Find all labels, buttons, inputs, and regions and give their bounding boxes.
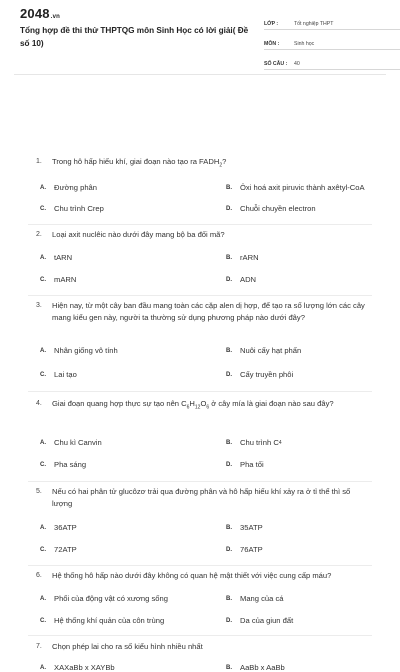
question-stem: Chọn phép lai cho ra số kiểu hình nhiều nhất	[52, 642, 203, 651]
question-stem: Trong hô hấp hiếu khí, giai đoạn nào tạo ra $FADH_2$?	[52, 157, 227, 169]
option-c[interactable]: C. Chu trình Crep	[40, 204, 104, 213]
question-divider	[28, 481, 372, 482]
option-b[interactable]: B. Nuôi cấy hạt phấn	[226, 346, 302, 355]
question-2	[36, 229, 372, 241]
option-a[interactable]: A. Phổi của động vật có xương sống	[40, 594, 168, 603]
option-b[interactable]: B. Ôxi hoá axit piruvic thành axêtyl-CoA	[226, 183, 365, 192]
option-d[interactable]: D. Da của giun đất	[226, 616, 294, 625]
exam-meta	[264, 12, 400, 72]
option-c[interactable]: C. Pha sáng	[40, 460, 87, 469]
question-number: 1.	[36, 158, 42, 165]
question-stem: Giai đoạn quang hợp thực sự tạo nên $C_6H_{12}O_6$ ở cây mía là giai đoạn nào sau đây?	[52, 399, 334, 411]
question-7	[36, 641, 372, 653]
question-5	[36, 486, 372, 510]
option-b[interactable]: B. Mang của cá	[226, 594, 284, 603]
question-divider	[28, 391, 372, 392]
header-divider	[14, 74, 386, 75]
question-number: 4.	[36, 400, 42, 407]
option-a[interactable]: A. XAXaBb x XAYBb	[40, 663, 115, 672]
question-divider	[28, 295, 372, 296]
option-d[interactable]: D. Cấy truyền phôi	[226, 370, 294, 379]
question-3	[36, 300, 372, 324]
option-d[interactable]: D. Chuỗi chuyền electron	[226, 204, 316, 213]
question-4	[36, 398, 372, 414]
meta-subject: MÔN : Sinh học	[264, 32, 400, 50]
option-a[interactable]: A. Chu kì Canvin	[40, 438, 102, 447]
question-number: 2.	[36, 231, 42, 238]
option-a[interactable]: A. Nhân giống vô tính	[40, 346, 118, 355]
option-b[interactable]: B. rARN	[226, 253, 259, 262]
meta-class: LỚP : Tốt nghiệp THPT	[264, 12, 400, 30]
question-stem: Hệ thống hô hấp nào dưới đây không có quan hệ mật thiết với việc cung cấp máu?	[52, 571, 332, 580]
question-6	[36, 570, 372, 582]
option-d[interactable]: D. Pha tối	[226, 460, 264, 469]
option-c[interactable]: C. mARN	[40, 275, 77, 284]
option-b[interactable]: B. AaBb x AaBb	[226, 663, 285, 672]
question-stem: Loại axit nuclêic nào dưới đây mang bộ ba đối mã?	[52, 230, 225, 239]
page-header	[14, 0, 386, 78]
site-logo[interactable]: 2048.vn	[20, 6, 61, 21]
option-c[interactable]: C. Lai tạo	[40, 370, 77, 379]
meta-question-count: SỐ CÂU : 40	[264, 52, 400, 70]
question-1	[36, 156, 372, 172]
question-number: 5.	[36, 488, 42, 495]
option-b[interactable]: B. Chu trình C 4	[226, 438, 282, 447]
question-number: 3.	[36, 302, 42, 309]
question-number: 6.	[36, 572, 42, 579]
option-a[interactable]: A. Đường phân	[40, 183, 97, 192]
question-number: 7.	[36, 643, 42, 650]
option-c[interactable]: C. 72ATP	[40, 545, 77, 554]
question-divider	[28, 565, 372, 566]
option-a[interactable]: A. tARN	[40, 253, 73, 262]
option-c[interactable]: C. Hệ thống khí quản của côn trùng	[40, 616, 165, 625]
question-divider	[28, 635, 372, 636]
exam-title: Tổng hợp đề thi thử THPTQG môn Sinh Học có lời giải( Đề số 10)	[20, 26, 249, 48]
option-a[interactable]: A. 36ATP	[40, 523, 77, 532]
option-d[interactable]: D. 76ATP	[226, 545, 263, 554]
option-b[interactable]: B. 35ATP	[226, 523, 263, 532]
question-stem: Nếu có hai phân tử glucôzơ trải qua đường phân và hô hấp hiếu khí xảy ra ở tỉ thể thì số lượng	[52, 487, 351, 508]
option-d[interactable]: D. ADN	[226, 275, 257, 284]
question-stem: Hiện nay, từ một cây ban đầu mang toàn các cặp alen dị hợp, để tạo ra số lượng lớn các cây mang kiểu gen này, người ta thường sử dụng phương pháp nào dưới đây?	[52, 301, 365, 322]
question-divider	[28, 224, 372, 225]
